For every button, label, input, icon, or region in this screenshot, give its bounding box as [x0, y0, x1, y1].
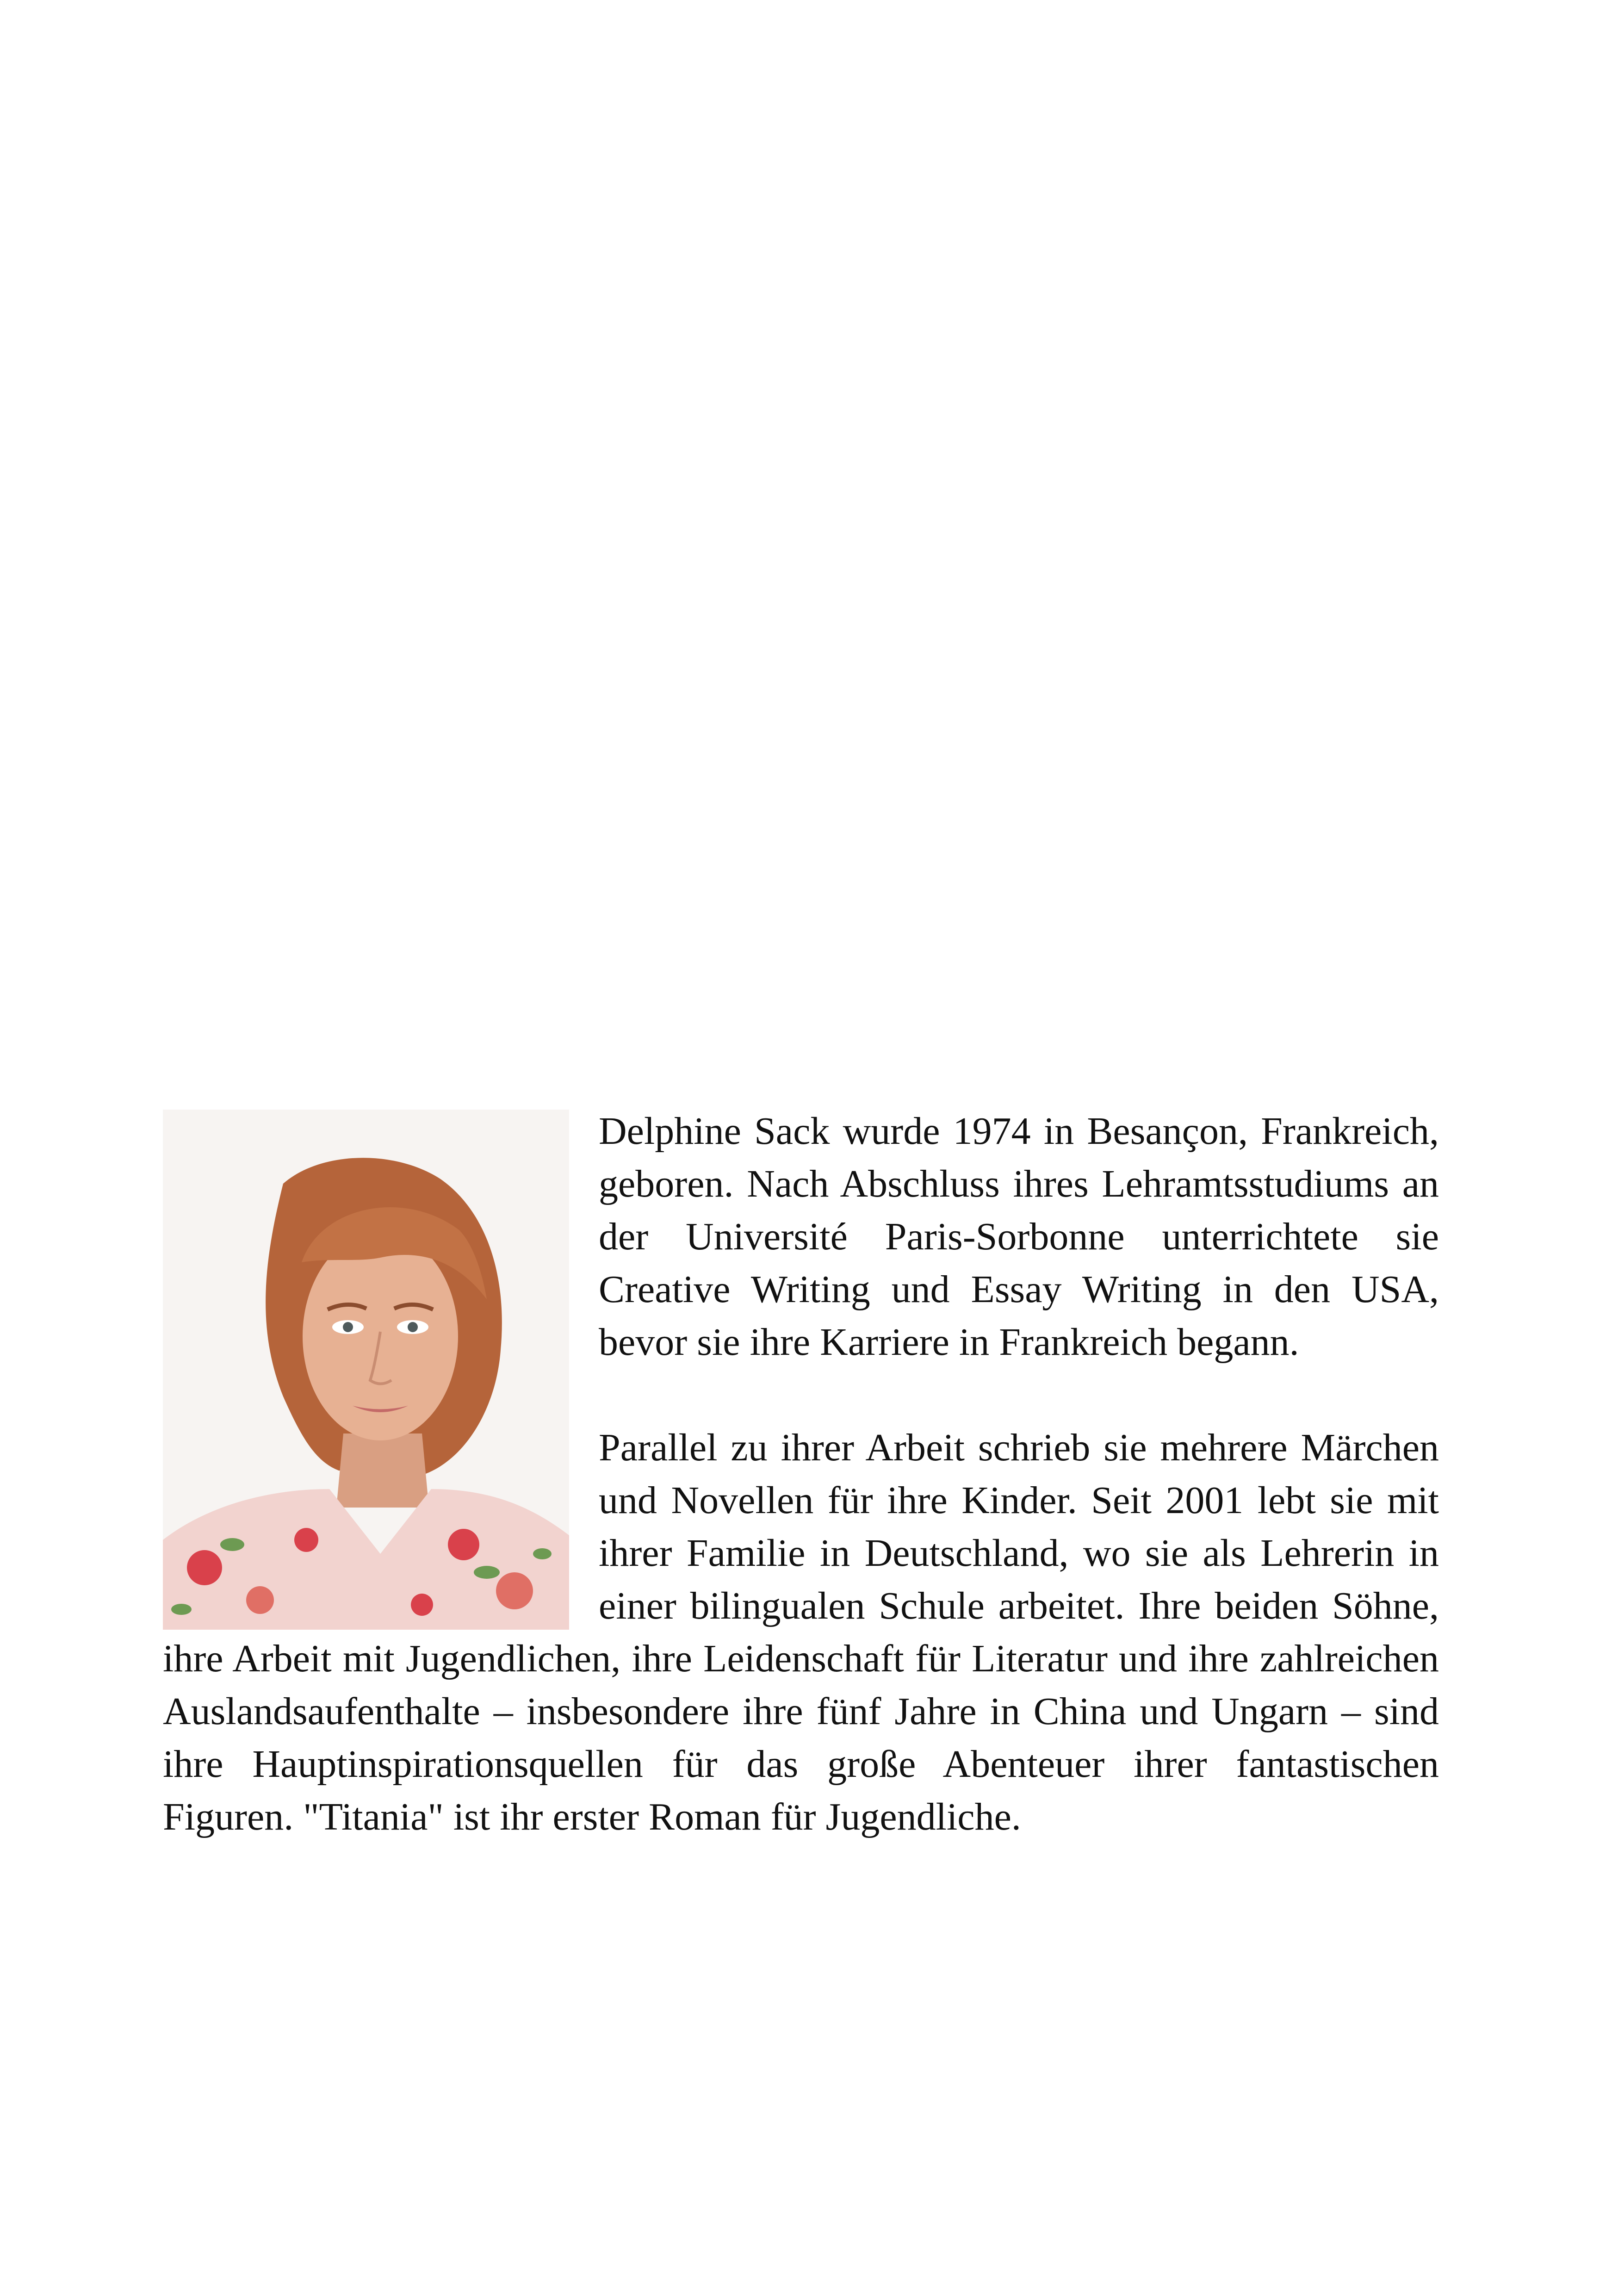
- blouse-flower: [411, 1594, 433, 1616]
- blouse-leaf: [220, 1538, 244, 1551]
- bio-paragraph-2: Parallel zu ihrer Arbeit schrieb sie mehrere Märchen und Novellen für ihre Kinder. Seit 2001 lebt sie mit ihrer Familie in Deutschland, wo sie als Lehrerin in einer bilingualen Schule arbeitet. Ihre beiden Söhne, ihre Arbeit mit Jugendlichen, ihre Leidenschaft für Literatur und ihre zahlreichen Auslandsaufenthalte – insbesondere ihre fünf Jahre in China und Ungarn – sind ihre Hauptinspirationsquellen für das große Abenteuer ihrer fantastischen Figuren. "Titania" ist ihr erster Roman für Jugendliche.: [163, 1426, 1439, 1838]
- blouse-flower: [448, 1529, 479, 1560]
- blouse-leaf: [474, 1566, 500, 1579]
- author-portrait: [163, 1110, 569, 1630]
- right-iris: [408, 1322, 418, 1332]
- blouse-leaf: [533, 1548, 552, 1559]
- left-iris: [343, 1322, 353, 1332]
- author-photo-illustration: [163, 1110, 569, 1630]
- author-bio: [163, 1105, 1439, 1843]
- blouse-flower: [294, 1528, 318, 1552]
- blouse-flower: [187, 1550, 222, 1585]
- blouse-leaf: [171, 1604, 192, 1615]
- blouse-flower: [246, 1586, 274, 1614]
- bio-paragraph-1: Delphine Sack wurde 1974 in Besançon, Frankreich, geboren. Nach Abschluss ihres Lehramtsstudiums an der Université Paris-Sorbonne unterrichtete sie Creative Writing und Essay Writing in den USA, bevor sie ihre Karriere in Frankreich begann.: [599, 1110, 1439, 1364]
- neck: [336, 1433, 429, 1508]
- blouse-flower: [496, 1572, 533, 1609]
